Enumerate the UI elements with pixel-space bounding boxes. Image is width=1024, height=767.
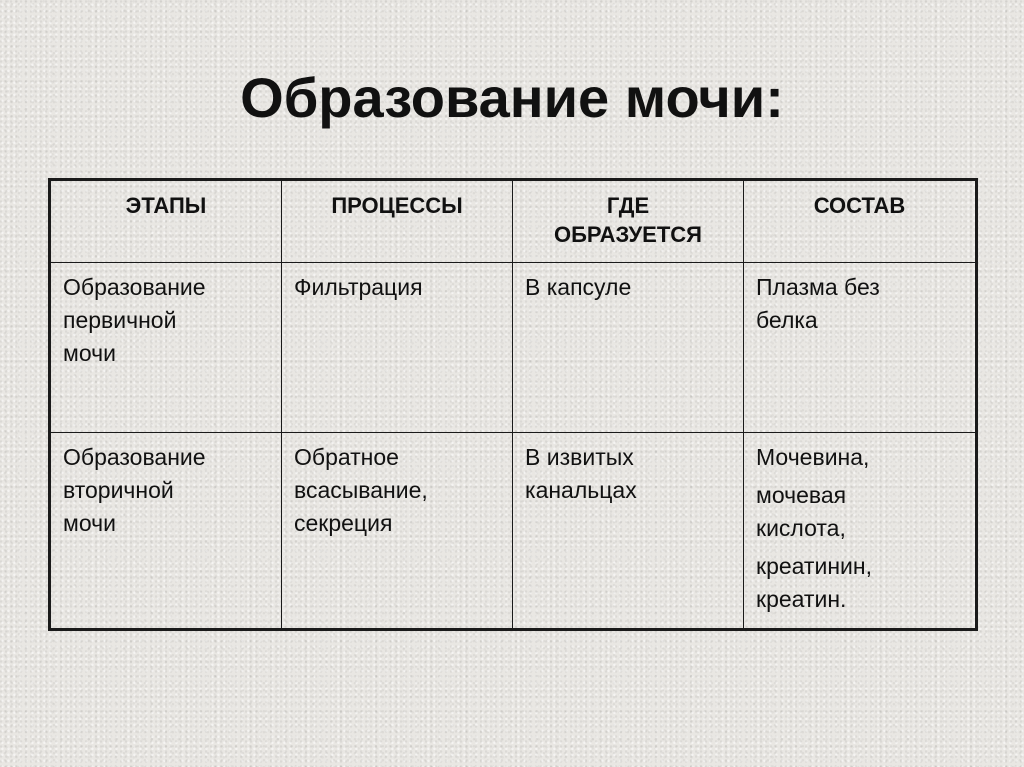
cell-process: Фильтрация (282, 263, 513, 433)
urine-formation-table (48, 178, 978, 631)
cell-stage: Образование вторичной мочи (50, 433, 282, 630)
table-row (50, 263, 977, 433)
cell-composition (744, 263, 977, 433)
composition-line: креатинин, креатин. (756, 553, 872, 612)
table-row (50, 433, 977, 630)
cell-composition (744, 433, 977, 630)
table-header-row (50, 180, 977, 263)
composition-line: Мочевина, (756, 444, 870, 470)
header-location: ГДЕ ОБРАЗУЕТСЯ (513, 180, 744, 263)
header-stages: ЭТАПЫ (50, 180, 282, 263)
cell-location: В извитых канальцах (513, 433, 744, 630)
slide-title: Образование мочи: (240, 66, 784, 129)
cell-stage: Образование первичной мочи (50, 263, 282, 433)
composition-line: белка (756, 307, 818, 333)
cell-process: Обратное всасывание, секреция (282, 433, 513, 630)
header-composition: СОСТАВ (744, 180, 977, 263)
header-processes: ПРОЦЕССЫ (282, 180, 513, 263)
cell-location: В капсуле (513, 263, 744, 433)
composition-line: Плазма без (756, 274, 880, 300)
composition-line: мочевая кислота, (756, 482, 847, 541)
